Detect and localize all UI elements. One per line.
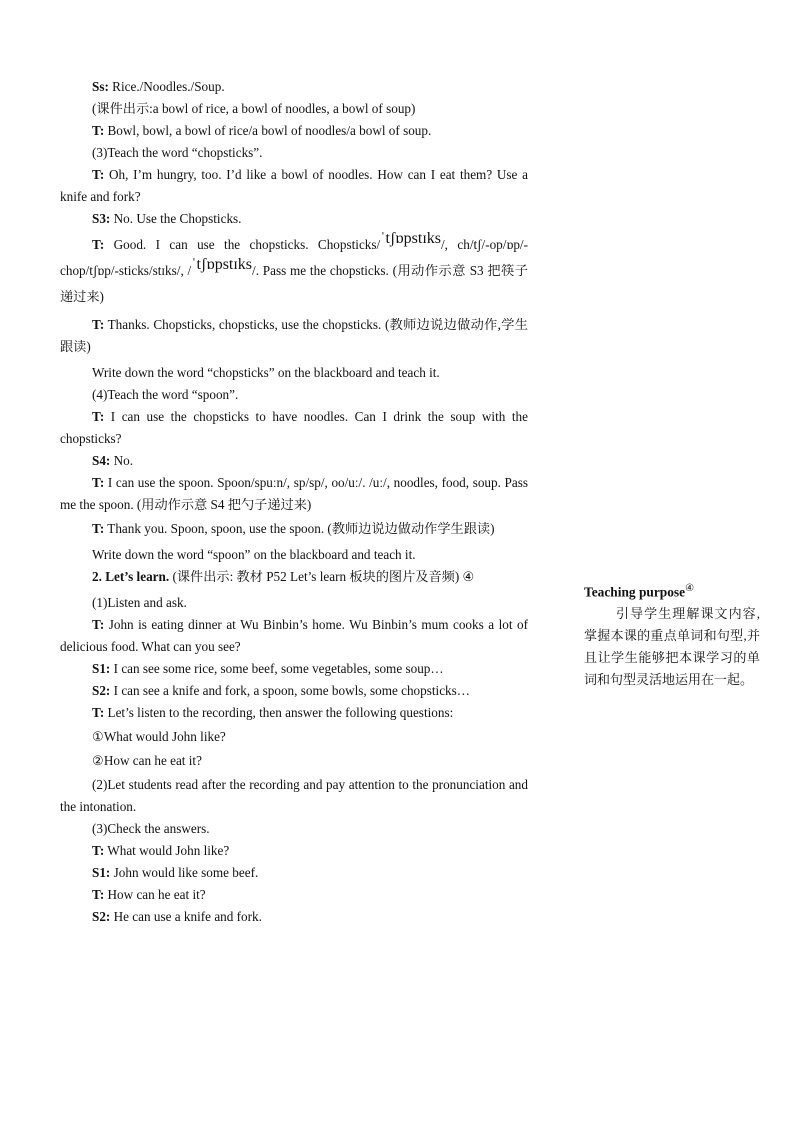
- instruction-line: Write down the word “spoon” on the blackboard and teach it.: [92, 547, 416, 562]
- question-item: ①What would John like?: [92, 729, 226, 744]
- step-heading: (3)Teach the word “chopsticks”.: [92, 145, 263, 160]
- question-item: ②How can he eat it?: [92, 753, 202, 768]
- phonetic-transcription: ˈtʃɒpstɪks: [380, 230, 442, 247]
- dialogue-line: T: I can use the spoon. Spoon/spuːn/, sp/sp/, oo/uː/. /uː/, noodles, food, soup. Pass me the spoon. (用动作示意 S4 把勺子递过来): [60, 475, 528, 512]
- section-heading: 2. Let’s learn. (课件出示: 教材 P52 Let’s learn 板块的图片及音频) ④: [92, 569, 475, 584]
- sidebar-body: 引导学生理解课文内容,掌握本课的重点单词和句型,并且让学生能够把本课学习的单词和句型灵活地运用在一起。: [584, 606, 760, 688]
- dialogue-line: S2: I can see a knife and fork, a spoon, some bowls, some chopsticks…: [92, 683, 470, 698]
- step-heading: (3)Check the answers.: [92, 821, 210, 836]
- dialogue-line: T: John is eating dinner at Wu Binbin’s home. Wu Binbin’s mum cooks a lot of delicious food. What can you see?: [60, 617, 528, 654]
- dialogue-line: T: I can use the chopsticks to have noodles. Can I drink the soup with the chopsticks?: [60, 409, 528, 446]
- dialogue-line: T: Thanks. Chopsticks, chopsticks, use the chopsticks. (教师边说边做动作,学生跟读): [60, 317, 528, 354]
- dialogue-line: T: What would John like?: [92, 843, 230, 858]
- dialogue-line: Ss: Rice./Noodles./Soup.: [92, 79, 225, 94]
- phonetic-transcription: ˈtʃɒpstɪks: [191, 256, 253, 273]
- dialogue-line: S1: I can see some rice, some beef, some vegetables, some soup…: [92, 661, 444, 676]
- step-heading: (4)Teach the word “spoon”.: [92, 387, 239, 402]
- instruction-line: Write down the word “chopsticks” on the blackboard and teach it.: [92, 365, 440, 380]
- dialogue-line: T: Oh, I’m hungry, too. I’d like a bowl of noodles. How can I eat them? Use a knife and fork?: [60, 167, 528, 204]
- dialogue-line: S4: No.: [92, 453, 134, 468]
- dialogue-line-phonetics: T: Good. I can use the chopsticks. Chopsticks/ˈtʃɒpstɪks/, ch/tʃ/-op/ɒp/-chop/tʃɒp/-sticks/stɪks/, /ˈtʃɒpstɪks/. Pass me the chopsticks. (用动作示意 S3 把筷子递过来): [60, 230, 528, 304]
- teaching-purpose-sidebar: [584, 578, 760, 691]
- lesson-body: [60, 76, 528, 928]
- dialogue-line: T: Thank you. Spoon, spoon, use the spoon. (教师边说边做动作学生跟读): [92, 521, 495, 536]
- courseware-note: (课件出示:a bowl of rice, a bowl of noodles, a bowl of soup): [92, 101, 416, 116]
- footnote-marker: ④: [685, 583, 695, 594]
- dialogue-line: T: Bowl, bowl, a bowl of rice/a bowl of noodles/a bowl of soup.: [92, 123, 432, 138]
- dialogue-line: S3: No. Use the Chopsticks.: [92, 211, 242, 226]
- sidebar-heading: Teaching purpose④: [584, 583, 695, 600]
- dialogue-line: S1: John would like some beef.: [92, 865, 259, 880]
- dialogue-line: T: How can he eat it?: [92, 887, 206, 902]
- step-heading: (2)Let students read after the recording and pay attention to the pronunciation and the intonation.: [60, 777, 528, 814]
- dialogue-line: T: Let’s listen to the recording, then answer the following questions:: [92, 705, 454, 720]
- dialogue-line: S2: He can use a knife and fork.: [92, 909, 262, 924]
- step-heading: (1)Listen and ask.: [92, 595, 187, 610]
